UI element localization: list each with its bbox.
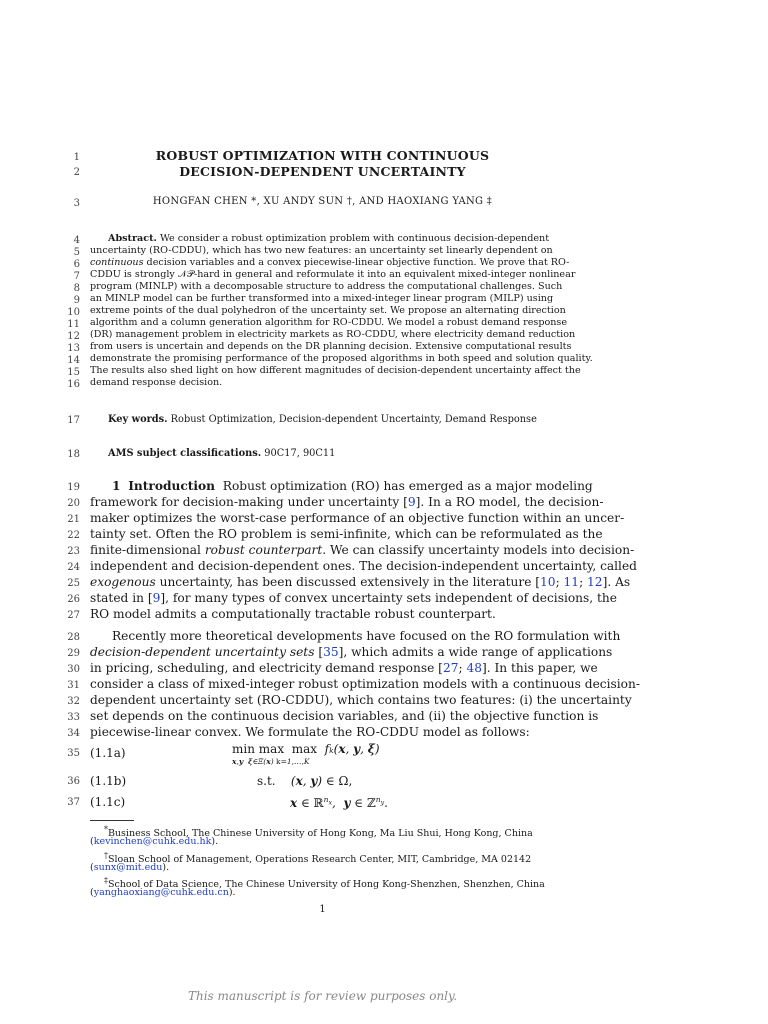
body-line: piecewise-linear convex. We formulate the RO-CDDU model as follows: bbox=[90, 725, 530, 739]
footnote-email-line: (sunx@mit.edu). bbox=[90, 862, 170, 873]
body-line: exogenous uncertainty, has been discussed extensively in the literature [10; 11; 12]. As bbox=[90, 575, 631, 589]
body-line: dependent uncertainty set (RO-CDDU), which contains two features: (i) the uncertainty bbox=[90, 693, 632, 707]
line-number: 37 bbox=[67, 797, 80, 808]
body-line: RO model admits a computationally tractable robust counterpart. bbox=[90, 607, 496, 621]
line-number: 31 bbox=[67, 680, 80, 691]
equation-1-1c: x ∈ ℝ$^{n_x}$, y ∈ ℤ$^{n_y}$. bbox=[290, 795, 388, 810]
keywords-text: Robust Optimization, Decision-dependent Uncertainty, Demand Response bbox=[170, 414, 537, 425]
body-line: stated in [9], for many types of convex uncertainty sets independent of decisions, the bbox=[90, 591, 617, 605]
abstract-line: The results also shed light on how different magnitudes of decision-dependent uncertainty affect the bbox=[90, 365, 581, 376]
body-text: Robust optimization (RO) has emerged as a major modeling bbox=[222, 479, 593, 493]
body-line: finite-dimensional robust counterpart. We can classify uncertainty models into decision- bbox=[90, 543, 635, 557]
line-number: 22 bbox=[67, 530, 80, 541]
footnote-mark: * bbox=[104, 825, 108, 834]
abstract-line: uncertainty (RO-CDDU), which has two new features: an uncertainty set linearly dependent on bbox=[90, 245, 553, 256]
body-line: maker optimizes the worst-case performance of an objective function within an uncer- bbox=[90, 511, 625, 525]
line-number: 13 bbox=[67, 343, 80, 354]
equation-tag: (1.1c) bbox=[90, 795, 126, 809]
body-line: independent and decision-dependent ones. The decision-independent uncertainty, called bbox=[90, 559, 637, 573]
line-number: 20 bbox=[67, 498, 80, 509]
abstract-line: demonstrate the promising performance of the proposed algorithms in both speed and solution quality. bbox=[90, 353, 593, 364]
footnote-rule bbox=[90, 820, 134, 821]
st-label: s.t. bbox=[257, 774, 276, 788]
footnote-text: School of Data Science, The Chinese University of Hong Kong-Shenzhen, Shenzhen, China bbox=[107, 879, 545, 891]
footnote-email[interactable]: yanghaoxiang@cuhk.edu.cn bbox=[93, 887, 229, 898]
paper-title-line1: ROBUST OPTIMIZATION WITH CONTINUOUS bbox=[155, 148, 490, 163]
page-number: 1 bbox=[319, 904, 326, 915]
line-number: 10 bbox=[67, 307, 80, 318]
body-line bbox=[90, 629, 621, 643]
equation-tag: (1.1b) bbox=[90, 774, 127, 788]
footnote-email-line: (kevinchen@cuhk.edu.hk). bbox=[90, 836, 219, 847]
line-number: 2 bbox=[73, 167, 80, 178]
line-number: 15 bbox=[67, 367, 80, 378]
abstract-line: (DR) management problem in electricity markets as RO-CDDU, where electricity demand reduction bbox=[90, 329, 576, 340]
ams-classifications bbox=[108, 448, 335, 459]
abstract-line: program (MINLP) with a decomposable structure to address the computational challenges. Such bbox=[90, 281, 563, 292]
footnote-mark: ‡ bbox=[104, 876, 108, 885]
equation-tag: (1.1a) bbox=[90, 746, 126, 760]
line-number: 3 bbox=[73, 198, 80, 209]
line-number: 32 bbox=[67, 696, 80, 707]
line-number: 26 bbox=[67, 594, 80, 605]
abstract-line: algorithm and a column generation algorithm for RO-CDDU. We model a robust demand response bbox=[90, 317, 568, 328]
line-number: 17 bbox=[67, 415, 80, 426]
line-number: 1 bbox=[73, 152, 80, 163]
body-line: consider a class of mixed-integer robust optimization models with a continuous decision- bbox=[90, 677, 640, 691]
abstract-line bbox=[90, 233, 554, 245]
line-number: 7 bbox=[73, 271, 80, 282]
line-number: 35 bbox=[67, 748, 80, 759]
line-number: 21 bbox=[67, 514, 80, 525]
abstract-label: Abstract. bbox=[108, 233, 157, 244]
body-line bbox=[90, 479, 593, 493]
abstract-line: an MINLP model can be further transformed into a mixed-integer linear program (MILP) using bbox=[90, 293, 554, 304]
line-number: 4 bbox=[73, 235, 80, 246]
line-number: 18 bbox=[67, 449, 80, 460]
review-notice: This manuscript is for review purposes only. bbox=[187, 989, 458, 1003]
abstract-line: demand response decision. bbox=[90, 377, 223, 388]
body-line: framework for decision-making under uncertainty [9]. In a RO model, the decision- bbox=[90, 495, 604, 509]
footnote-text: Sloan School of Management, Operations Research Center, MIT, Cambridge, MA 02142 bbox=[107, 854, 532, 866]
line-number: 11 bbox=[67, 319, 80, 330]
line-number: 12 bbox=[67, 331, 80, 342]
footnote-email[interactable]: sunx@mit.edu bbox=[93, 862, 163, 873]
body-line: decision-dependent uncertainty sets [35], which admits a wide range of applications bbox=[90, 645, 613, 659]
line-number: 5 bbox=[73, 247, 80, 258]
abstract-line: CDDU is strongly 𝒩𝒫-hard in general and reformulate it into an equivalent mixed-integer nonlinear bbox=[90, 269, 576, 280]
line-number: 6 bbox=[73, 259, 80, 270]
footnote-text: Business School, The Chinese University of Hong Kong, Ma Liu Shui, Hong Kong, China bbox=[107, 828, 533, 840]
line-number: 8 bbox=[73, 283, 80, 294]
line-number: 14 bbox=[67, 355, 80, 366]
abstract-line: extreme points of the dual polyhedron of the uncertainty set. We propose an alternating direction bbox=[90, 305, 566, 316]
ams-label: AMS subject classifications. bbox=[108, 448, 262, 459]
line-number: 9 bbox=[73, 295, 80, 306]
line-number: 28 bbox=[67, 632, 80, 643]
line-number: 25 bbox=[67, 578, 80, 589]
footnote-mark: † bbox=[104, 851, 108, 860]
equation-1-1a-subscripts: x,y ξ∈Ξ(x) k=1,…,K bbox=[232, 757, 310, 766]
keywords bbox=[108, 414, 537, 425]
line-number: 34 bbox=[67, 728, 80, 739]
line-number: 36 bbox=[67, 776, 80, 787]
abstract-text: decision variables and a convex piecewise-linear objective function. We prove that RO- bbox=[143, 257, 570, 268]
line-number: 30 bbox=[67, 664, 80, 675]
abstract-emph: continuous bbox=[90, 257, 144, 268]
body-line: in pricing, scheduling, and electricity demand response [27; 48]. In this paper, we bbox=[90, 661, 598, 675]
keywords-label: Key words. bbox=[108, 414, 168, 425]
section-number: 1 bbox=[112, 479, 121, 493]
footnote-email-line: (yanghaoxiang@cuhk.edu.cn). bbox=[90, 887, 236, 898]
section-title: Introduction bbox=[128, 479, 216, 493]
line-number: 29 bbox=[67, 648, 80, 659]
body-line: set depends on the continuous decision variables, and (ii) the objective function is bbox=[90, 709, 599, 723]
line-number: 16 bbox=[67, 379, 80, 390]
paper-title-line2: DECISION-DEPENDENT UNCERTAINTY bbox=[179, 164, 466, 179]
line-number: 33 bbox=[67, 712, 80, 723]
abstract-line bbox=[90, 257, 570, 269]
equation-1-1a: min max max fk(x, y, ξ) bbox=[232, 742, 380, 756]
abstract-text: We consider a robust optimization problem with continuous decision-dependent bbox=[159, 233, 550, 244]
ams-text: 90C17, 90C11 bbox=[264, 448, 336, 459]
equation-1-1b: s.t. (x, y) ∈ Ω, bbox=[257, 774, 353, 788]
abstract-line: from users is uncertain and depends on the DR planning decision. Extensive computational results bbox=[90, 341, 572, 352]
line-number: 23 bbox=[67, 546, 80, 557]
line-number: 27 bbox=[67, 610, 80, 621]
line-number: 24 bbox=[67, 562, 80, 573]
author-list: HONGFAN CHEN *, XU ANDY SUN †, AND HAOXIANG YANG ‡ bbox=[152, 196, 493, 207]
footnote-email[interactable]: kevinchen@cuhk.edu.hk bbox=[93, 836, 212, 847]
body-line: tainty set. Often the RO problem is semi-infinite, which can be reformulated as the bbox=[90, 527, 603, 541]
line-number: 19 bbox=[67, 482, 80, 493]
body-text: Recently more theoretical developments have focused on the RO formulation with bbox=[112, 629, 621, 643]
